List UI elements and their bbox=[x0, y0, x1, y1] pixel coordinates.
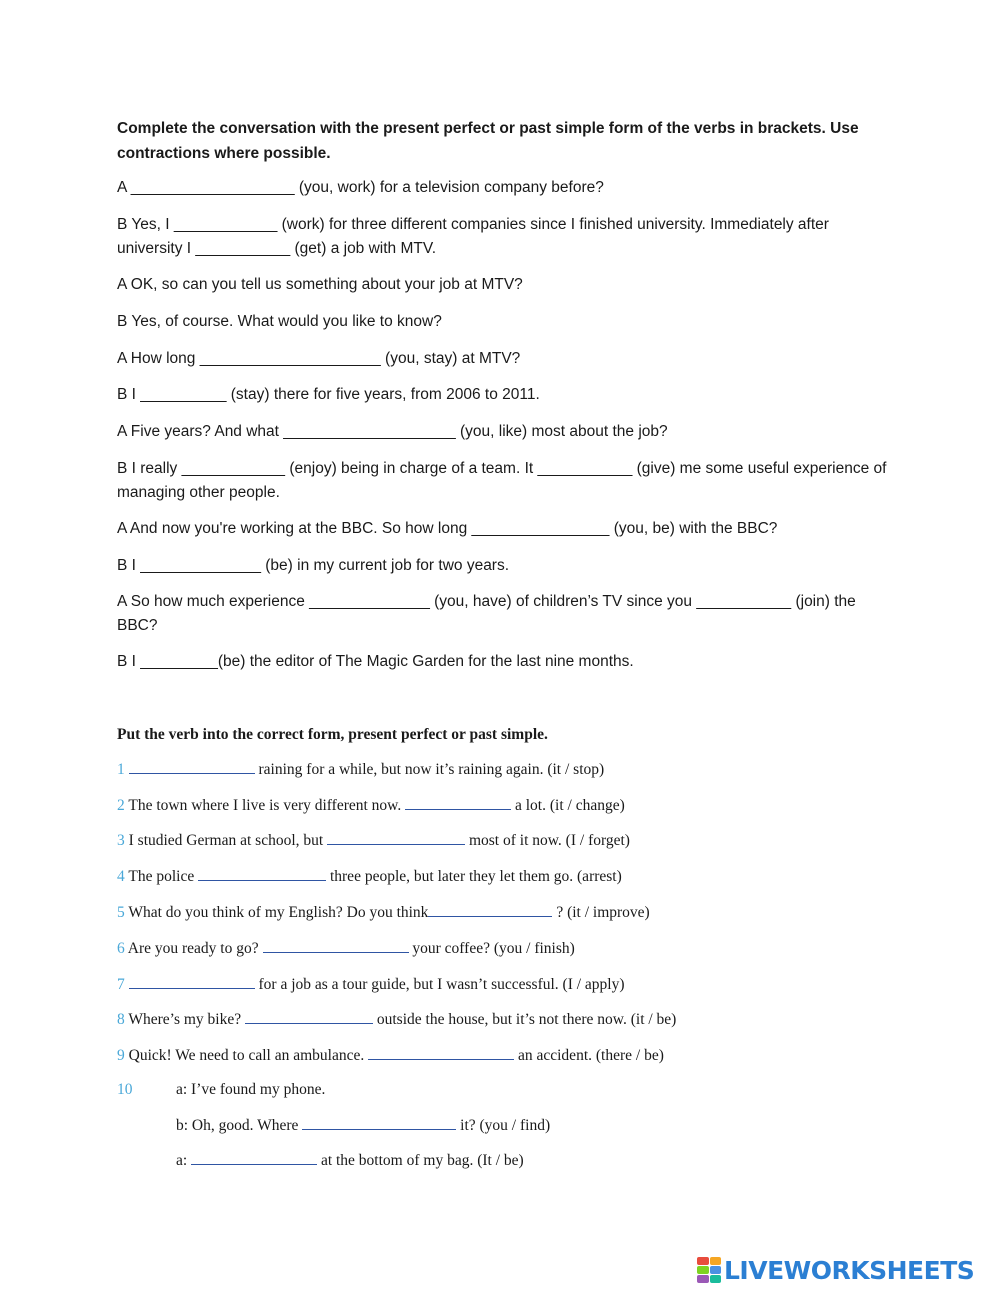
answer-blank[interactable] bbox=[129, 759, 255, 774]
exercise-item-10 bbox=[117, 1079, 326, 1101]
item-number: 2 bbox=[117, 797, 125, 814]
exercise-item-8 bbox=[117, 1009, 676, 1031]
liveworksheets-mark-icon bbox=[697, 1257, 721, 1283]
conversation-line-1: A ___________________ (you, work) for a television company before? bbox=[117, 179, 604, 196]
item-text-after: a lot. (it / change) bbox=[511, 797, 625, 814]
logo-tile bbox=[710, 1266, 722, 1274]
item-text-after: three people, but later they let them go. (arrest) bbox=[326, 868, 622, 885]
item-text-before: The police bbox=[128, 868, 199, 885]
item-number: 3 bbox=[117, 832, 125, 849]
answer-blank[interactable] bbox=[368, 1045, 514, 1060]
item-number: 7 bbox=[117, 976, 125, 993]
dialogue-line-b bbox=[176, 1115, 550, 1137]
item-text-after: it? (you / find) bbox=[456, 1117, 551, 1134]
answer-blank[interactable] bbox=[129, 974, 255, 989]
logo-tile bbox=[710, 1275, 722, 1283]
logo-tile bbox=[697, 1266, 709, 1274]
answer-blank[interactable] bbox=[245, 1009, 373, 1024]
conversation-line-3: A OK, so can you tell us something about your job at MTV? bbox=[117, 276, 523, 293]
dialogue-line-a2 bbox=[176, 1150, 524, 1172]
answer-blank[interactable] bbox=[198, 866, 326, 881]
exercise-1-instruction: Complete the conversation with the present perfect or past simple form of the verbs in brackets. Use contractions where possible. bbox=[117, 120, 859, 162]
item-text-after: most of it now. (I / forget) bbox=[465, 832, 630, 849]
logo-tile bbox=[697, 1275, 709, 1283]
exercise-item-5 bbox=[117, 902, 650, 924]
item-number: 6 bbox=[117, 940, 125, 957]
item-text-after: at the bottom of my bag. (It / be) bbox=[317, 1152, 524, 1169]
item-text-before: Quick! We need to call an ambulance. bbox=[128, 1047, 369, 1064]
logo-tile bbox=[710, 1257, 722, 1265]
exercise-item-1 bbox=[117, 759, 604, 781]
item-text-before: The town where I live is very different now. bbox=[128, 797, 406, 814]
item-text-before: What do you think of my English? Do you think bbox=[128, 904, 429, 921]
conversation-line-9: A And now you're working at the BBC. So how long ________________ (you, be) with the BBC? bbox=[117, 520, 778, 537]
dialogue-line-a1: a: I’ve found my phone. bbox=[176, 1081, 326, 1098]
answer-blank[interactable] bbox=[327, 830, 465, 845]
brand-name: LIVEWORKSHEETS bbox=[724, 1255, 975, 1285]
conversation-line-5: A How long _____________________ (you, stay) at MTV? bbox=[117, 350, 521, 367]
exercise-2-instruction: Put the verb into the correct form, present perfect or past simple. bbox=[117, 726, 548, 743]
answer-blank[interactable] bbox=[405, 795, 511, 810]
answer-blank[interactable] bbox=[191, 1150, 317, 1165]
exercise-item-3 bbox=[117, 830, 630, 852]
item-text-before: Are you ready to go? bbox=[127, 940, 263, 957]
conversation-line-11: A So how much experience ______________ (you, have) of children’s TV since you ___________ (join) the BBC? bbox=[117, 593, 856, 634]
item-number: 4 bbox=[117, 868, 125, 885]
item-number: 10 bbox=[117, 1081, 133, 1098]
answer-blank[interactable] bbox=[263, 938, 409, 953]
item-text-before: Where’s my bike? bbox=[128, 1011, 245, 1028]
conversation-line-2: B Yes, I ____________ (work) for three different companies since I finished university. Immediately after university I ___________ (get) a job with MTV. bbox=[117, 216, 829, 257]
exercise-item-2 bbox=[117, 795, 625, 817]
item-number: 9 bbox=[117, 1047, 125, 1064]
exercise-item-9 bbox=[117, 1045, 664, 1067]
conversation-line-8: B I really ____________ (enjoy) being in charge of a team. It ___________ (give) me some useful experience of managing other people. bbox=[117, 460, 887, 501]
item-text-before: a: bbox=[176, 1152, 192, 1169]
item-number: 8 bbox=[117, 1011, 125, 1028]
answer-blank[interactable] bbox=[428, 902, 552, 917]
conversation-line-4: B Yes, of course. What would you like to know? bbox=[117, 313, 442, 330]
conversation-line-7: A Five years? And what ____________________ (you, like) most about the job? bbox=[117, 423, 668, 440]
item-number: 5 bbox=[117, 904, 125, 921]
item-text-after: your coffee? (you / finish) bbox=[408, 940, 575, 957]
liveworksheets-logo bbox=[697, 1255, 974, 1285]
logo-tile bbox=[697, 1257, 709, 1265]
conversation-line-6: B I __________ (stay) there for five years, from 2006 to 2011. bbox=[117, 386, 540, 403]
item-text-after: outside the house, but it’s not there now. (it / be) bbox=[373, 1011, 677, 1028]
conversation-line-12: B I _________(be) the editor of The Magic Garden for the last nine months. bbox=[117, 653, 634, 670]
item-text-after: raining for a while, but now it’s raining again. (it / stop) bbox=[254, 761, 605, 778]
item-text-after: an accident. (there / be) bbox=[514, 1047, 664, 1064]
item-text-before: b: Oh, good. Where bbox=[176, 1117, 303, 1134]
item-text-before: I studied German at school, but bbox=[128, 832, 328, 849]
exercise-item-4 bbox=[117, 866, 622, 888]
exercise-item-6 bbox=[117, 938, 575, 960]
item-text-after: ? (it / improve) bbox=[552, 904, 650, 921]
item-text-after: for a job as a tour guide, but I wasn’t successful. (I / apply) bbox=[254, 976, 625, 993]
exercise-item-7 bbox=[117, 974, 625, 996]
conversation-line-10: B I ______________ (be) in my current job for two years. bbox=[117, 557, 510, 574]
answer-blank[interactable] bbox=[302, 1115, 456, 1130]
item-number: 1 bbox=[117, 761, 125, 778]
